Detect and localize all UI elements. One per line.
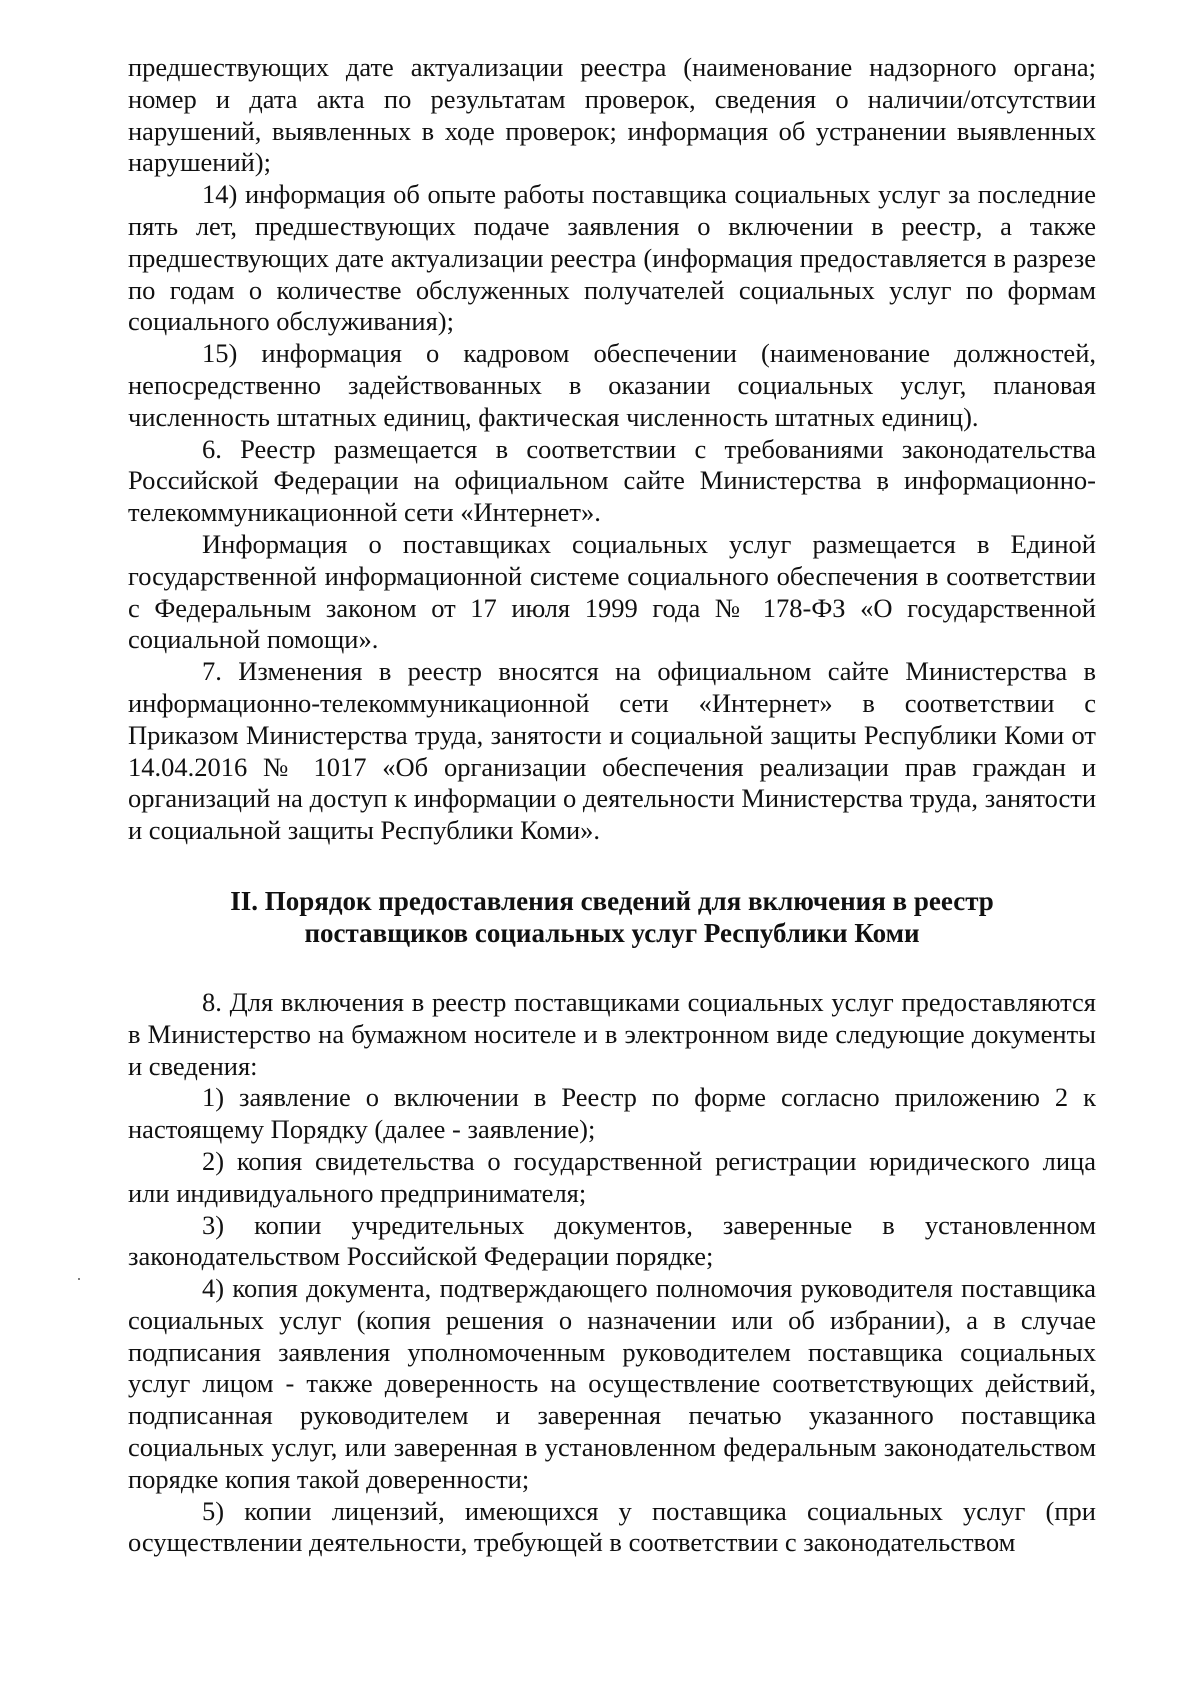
paragraph-item-14: 14) информация об опыте работы поставщика социальных услуг за последние пять лет, предшествующих подаче заявления о включении в реестр, а также предшествующих дате актуализации реестра (информация предоставляется в разрезе по годам о количестве обслуженных получателей социальных услуг по формам социального обслуживания); — [128, 179, 1096, 337]
paragraph-continuation: предшествующих дате актуализации реестра (наименование надзорного органа; номер и дата акта по результатам проверок, сведения о наличии/отсутствии нарушений, выявленных в ходе проверок; информация об устранении выявленных нарушений); — [128, 52, 1096, 178]
scan-speck — [78, 1278, 80, 1280]
section-heading — [128, 885, 1096, 949]
paragraph-clause-6: 6. Реестр размещается в соответствии с требованиями законодательства Российской Федерации на официальном сайте Министерства в информационно-телекоммуникационной сети «Интернет». — [128, 433, 1096, 528]
paragraph-item-8-2: 2) копия свидетельства о государственной регистрации юридического лица или индивидуального предпринимателя; — [128, 1145, 1096, 1208]
paragraph-item-8-1: 1) заявление о включении в Реестр по форме согласно приложению 2 к настоящему Порядку (далее - заявление); — [128, 1082, 1096, 1145]
paragraph-clause-6-info: Информация о поставщиках социальных услуг размещается в Единой государственной информационной системе социального обеспечения в соответствии с Федеральным законом от 17 июля 1999 года № 178-ФЗ «О государственной социальной помощи». — [128, 528, 1096, 655]
paragraph-clause-8: 8. Для включения в реестр поставщиками социальных услуг предоставляются в Министерство на бумажном носителе и в электронном виде следующие документы и сведения: — [128, 986, 1096, 1081]
section-heading-line-1: II. Порядок предоставления сведений для включения в реестр — [230, 885, 994, 916]
paragraph-item-8-4: 4) копия документа, подтверждающего полномочия руководителя поставщика социальных услуг (копия решения о назначении или об избрании), а в случае подписания заявления уполномоченным руководителем поставщика социальных услуг лицом - также доверенность на осуществление соответствующих действий, подписанная руководителем и заверенная печатью указанного поставщика социальных услуг, или заверенная в установленном федеральным законодательством порядке копия такой доверенности; — [128, 1273, 1096, 1494]
paragraph-item-8-3: 3) копии учредительных документов, заверенные в установленном законодательством Российской Федерации порядке; — [128, 1209, 1096, 1272]
section-heading-line-2: поставщиков социальных услуг Республики Коми — [304, 917, 920, 948]
paragraph-item-15: 15) информация о кадровом обеспечении (наименование должностей, непосредственно задействованных в оказании социальных услуг, плановая численность штатных единиц, фактическая численность штатных единиц). — [128, 338, 1096, 432]
paragraph-clause-7: 7. Изменения в реестр вносятся на официальном сайте Министерства в информационно-телекоммуникационной сети «Интернет» в соответствии с Приказом Министерства труда, занятости и социальной защиты Республики Коми от 14.04.2016 № 1017 «Об организации обеспечения реализации прав граждан и организаций на доступ к информации о деятельности Министерства труда, занятости и социальной защиты Республики Коми». — [128, 656, 1096, 846]
paragraph-item-8-5: 5) копии лицензий, имеющихся у поставщика социальных услуг (при осуществлении деятельности, требующей в соответствии с законодательством — [128, 1495, 1096, 1558]
document-page — [128, 52, 1096, 1559]
